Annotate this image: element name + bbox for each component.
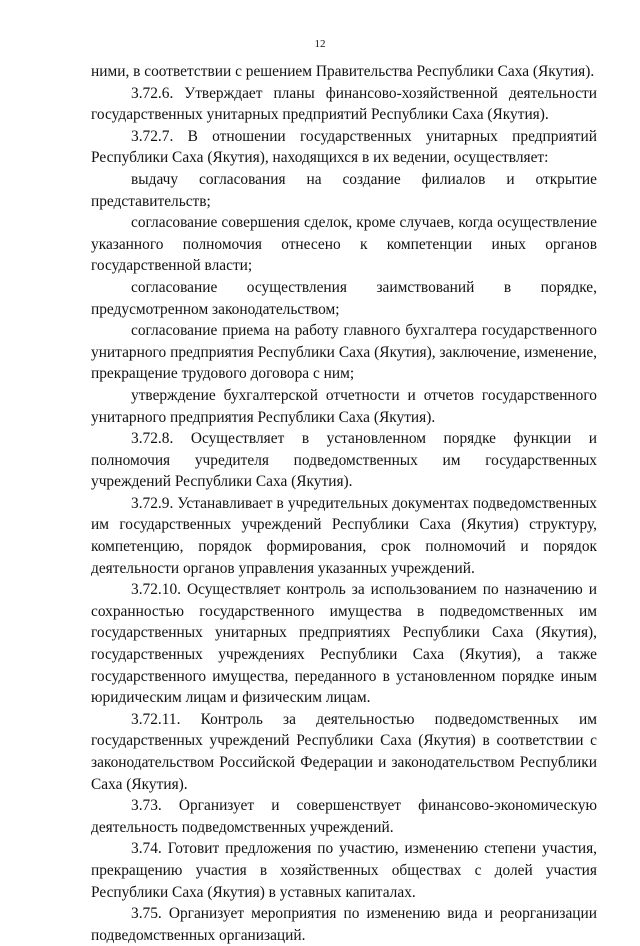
paragraph-3-72-9: 3.72.9. Устанавливает в учредительных документах подведомственных им государственных учреждений Республики Саха (Якутия) структуру, компетенцию, порядок формирования, срок полномочий и порядок деятельности органов управления указанных учреждений. <box>91 494 597 577</box>
paragraph-3-74: 3.74. Готовит предложения по участию, изменению степени участия, прекращению участия в хозяйственных обществах с долей участия Республики Саха (Якутия) в уставных капиталах. <box>91 840 597 901</box>
list-item-transactions-approval: согласование совершения сделок, кроме случаев, когда осуществление указанного полномочия отнесено к компетенции иных органов государственной власти; <box>91 214 597 275</box>
document-body <box>91 61 597 946</box>
paragraph-3-72-11: 3.72.11. Контроль за деятельностью подведомственных им государственных учреждений Республики Саха (Якутия) в соответствии с законодательством Российской Федерации и законодательством Республики Саха (Якутия). <box>91 710 597 793</box>
paragraph-3-72-7: 3.72.7. В отношении государственных унитарных предприятий Республики Саха (Якутия), находящихся в их ведении, осуществляет: <box>91 127 597 167</box>
list-item-borrowings-approval: согласование осуществления заимствований в порядке, предусмотренном законодательством; <box>91 278 597 318</box>
page-number: 12 <box>314 38 326 50</box>
list-item-branches-approval: выдачу согласования на создание филиалов и открытие представительств; <box>91 170 597 210</box>
paragraph-3-75: 3.75. Организует мероприятия по изменению вида и реорганизации подведомственных организаций. <box>91 905 597 944</box>
paragraph-continuation: ними, в соответствии с решением Правительства Республики Саха (Якутия). <box>91 63 595 80</box>
paragraph-3-72-8: 3.72.8. Осуществляет в установленном порядке функции и полномочия учредителя подведомственных им государственных учреждений Республики Саха (Якутия). <box>91 430 597 491</box>
paragraph-3-72-6: 3.72.6. Утверждает планы финансово-хозяйственной деятельности государственных унитарных предприятий Республики Саха (Якутия). <box>91 84 597 124</box>
list-item-accounting-reports-approval: утверждение бухгалтерской отчетности и отчетов государственного унитарного предприятия Республики Саха (Якутия). <box>91 386 597 426</box>
paragraph-3-72-10: 3.72.10. Осуществляет контроль за использованием по назначению и сохранностью государственного имущества в подведомственных им государственных унитарных предприятиях Республики Саха (Якутия), государственных учреждениях Республики Саха (Якутия), а также государственного имущества, переданного в установленном порядке иным юридическим лицам и физическим лицам. <box>91 581 597 707</box>
list-item-chief-accountant-approval: согласование приема на работу главного бухгалтера государственного унитарного предприятия Республики Саха (Якутия), заключение, изменение, прекращение трудового договора с ним; <box>91 322 597 383</box>
paragraph-3-73: 3.73. Организует и совершенствует финансово-экономическую деятельность подведомственных учреждений. <box>91 797 597 836</box>
